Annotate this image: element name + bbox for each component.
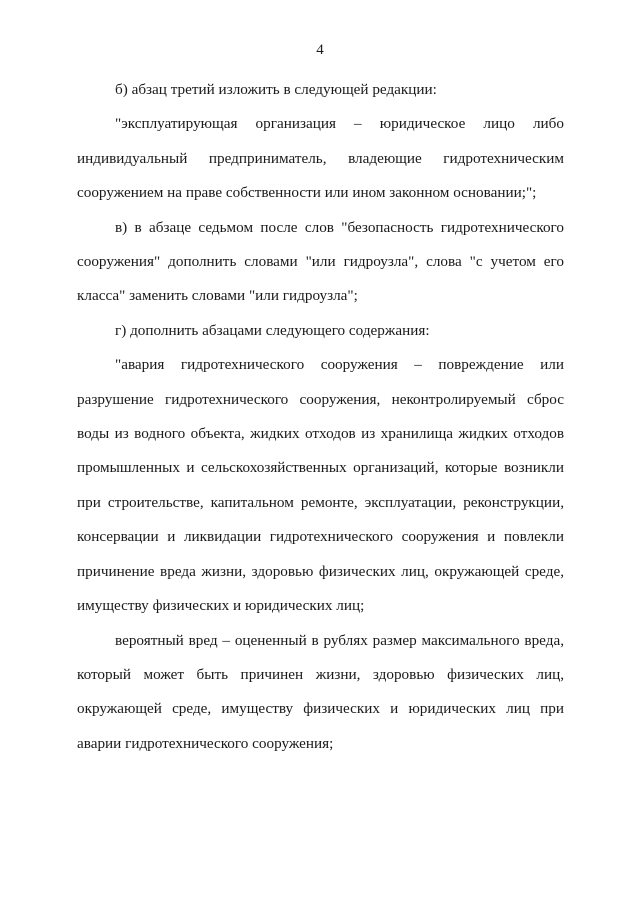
paragraph-accident-definition: "авария гидротехнического сооружения – повреждение или разрушение гидротехнического сооружения, неконтролируемый сброс воды из водного объекта, жидких отходов из хранилища жидких отходов промышленных и сельскохозяйственных организаций, которые возникли при строительстве, капитальном ремонте, эксплуатации, реконструкции, консервации и ликвидации гидротехнического сооружения и повлекли причинение вреда жизни, здоровью физических лиц, окружающей среде, имуществу физических и юридических лиц; xyxy=(77,356,564,615)
paragraph-probable-harm-definition: вероятный вред – оцененный в рублях размер максимального вреда, который может быть причинен жизни, здоровью физических лиц, окружающей среде, имуществу физических и юридических лиц при аварии гидротехнического сооружения; xyxy=(77,631,564,752)
page-number: 4 xyxy=(316,42,324,58)
paragraph-operating-organization-definition: "эксплуатирующая организация – юридическое лицо либо индивидуальный предприниматель, владеющие гидротехническим сооружением на праве собственности или ином законном основании;"; xyxy=(77,115,564,202)
document-body xyxy=(77,73,564,761)
paragraph-item-g: г) дополнить абзацами следующего содержания: xyxy=(115,321,430,339)
paragraph-item-v: в) в абзаце седьмом после слов "безопасность гидротехнического сооружения" дополнить словами "или гидроузла", слова "с учетом его класса" заменить словами "или гидроузла"; xyxy=(77,218,564,305)
paragraph-item-b: б) абзац третий изложить в следующей редакции: xyxy=(115,81,437,98)
